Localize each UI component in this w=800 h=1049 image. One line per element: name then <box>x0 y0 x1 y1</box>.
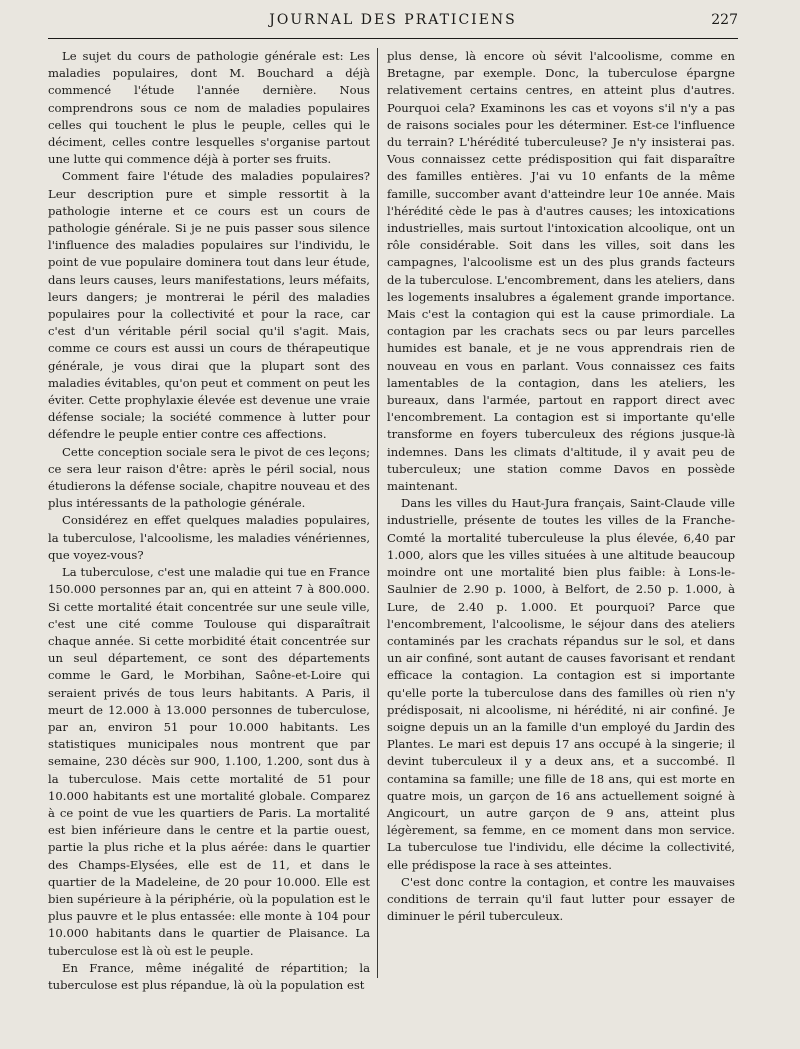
page-header <box>48 12 738 34</box>
paragraph: plus dense, là encore où sévit l'alcoolisme, comme en Bretagne, par exemple. Donc, la tuberculose épargne relativement certains centres, en atteint plus d'autres. Pourquoi cela? Examinons les cas et voyons s'il n'y a pas de raisons sociales pour les déterminer. Est-ce l'influence du terrain? L'hérédité tuberculeuse? Je n'y insisterai pas. Vous connaissez cette prédisposition qui fait disparaître des familles entières. J'ai vu 10 enfants de la même famille, succomber avant d'atteindre leur 10e année. Mais l'hérédité cède le pas à d'autres causes; les intoxications industrielles, mais surtout l'intoxication alcoolique, ont un rôle considérable. Soit dans les villes, soit dans les campagnes, l'alcoolisme est un des plus grands facteurs de la tuberculose. L'encombrement, dans les ateliers, dans les logements insalubres a également grande importance. Mais c'est la contagion qui est la cause primordiale. La contagion par les crachats secs ou par leurs parcelles humides est banale, et je ne vous apprendrais rien de nouveau en vous en parlant. Vous connaissez ces faits lamentables de la contagion, dans les ateliers, les bureaux, dans l'armée, partout en rapport direct avec l'encombrement. La contagion est si importante qu'elle transforme en foyers tuberculeux des régions jusque-là indemnes. Dans les climats d'altitude, il y avait peu de tuberculeux; une station comme Davos en possède maintenant. <box>387 49 735 494</box>
paragraph: Comment faire l'étude des maladies populaires? Leur description pure et simple ressortit à la pathologie interne et ce cours est un cours de pathologie générale. Si je ne puis passer sous silence l'influence des maladies populaires sur l'individu, le point de vue populaire dominera tout dans leur étude, dans leurs causes, leurs manifestations, leurs méfaits, leurs dangers; je montrerai le péril des maladies populaires pour la collectivité et pour la race, car c'est d'un véritable péril social qu'il s'agit. Mais, comme ce cours est aussi un cours de thérapeutique générale, je vous dirai que la plupart sont des maladies évitables, qu'on peut et comment on peut les éviter. Cette prophylaxie élevée est devenue une vraie défense sociale; la société commence à lutter pour défendre le peuple entier contre ces affections. <box>48 169 370 442</box>
page-number: 227 <box>711 12 738 28</box>
header-rule <box>48 38 738 39</box>
paragraph: La tuberculose, c'est une maladie qui tue en France 150.000 personnes par an, qui en atteint 7 à 800.000. Si cette mortalité était concentrée sur une seule ville, c'est une cité comme Toulouse qui disparaîtrait chaque année. Si cette morbidité était concentrée sur un seul département, ce sont des départements comme le Gard, le Morbihan, Saône-et-Loire qui seraient privés de tous leurs habitants. A Paris, il meurt de 12.000 à 13.000 personnes de tuberculose, par an, environ 51 pour 10.000 habitants. Les statistiques municipales nous montrent que par semaine, 230 décès sur 900, 1.100, 1.200, sont dus à la tuberculose. Mais cette mortalité de 51 pour 10.000 habitants est une mortalité globale. Comparez à ce point de vue les quartiers de Paris. La mortalité est bien inférieure dans le centre et la partie ouest, partie la plus riche et la plus aérée: dans le quartier des Champs-Elysées, elle est de 11, et dans le quartier de la Madeleine, de 20 pour 10.000. Elle est bien supérieure à la périphérie, où la population est le plus pauvre et le plus entassée: elle monte à 104 pour 10.000 habitants dans le quartier de Plaisance. La tuberculose est là où est le peuple. <box>48 565 370 958</box>
paragraph: Le sujet du cours de pathologie générale est: Les maladies populaires, dont M. Bouchard a déjà commencé l'étude l'année dernière. Nous comprendrons sous ce nom de maladies populaires celles qui touchent le plus le peuple, celles qui le déciment, celles contre lesquelles s'organise partout une lutte qui commence déjà à porter ses fruits. <box>48 49 370 167</box>
paragraph: En France, même inégalité de répartition; la tuberculose est plus répandue, là où la population est <box>48 960 370 992</box>
paragraph: C'est donc contre la contagion, et contre les mauvaises conditions de terrain qu'il faut lutter pour essayer de diminuer le péril tuberculeux. <box>387 874 735 924</box>
running-title: JOURNAL DES PRATICIENS <box>269 12 517 28</box>
right-column <box>387 48 735 925</box>
paragraph: Cette conception sociale sera le pivot de ces leçons; ce sera leur raison d'être: après le péril social, nous étudierons la défense sociale, chapitre nouveau et des plus intéressants de la pathologie générale. <box>48 444 370 511</box>
paragraph: Dans les villes du Haut-Jura français, Saint-Claude ville industrielle, présente de toutes les villes de la Franche-Comté la mortalité tuberculeuse la plus élevée, 6,40 par 1.000, alors que les villes situées à une altitude beaucoup moindre ont une mortalité bien plus faible: à Lons-le-Saulnier de 2.90 p. 1000, à Belfort, de 2.50 p. 1.000, à Lure, de 2.40 p. 1.000. Et pourquoi? Parce que l'encombrement, l'alcoolisme, le séjour dans des ateliers contaminés par les crachats répandus sur le sol, et dans un air confiné, sont autant de causes favorisant et rendant efficace la contagion. La contagion est si importante qu'elle porte la tuberculose dans des familles où rien n'y prédisposait, ni alcoolisme, ni hérédité, ni air confiné. Je soigne depuis un an la famille d'un employé du Jardin des Plantes. Le mari est depuis 17 ans occupé à la singerie; il devint tuberculeux il y a deux ans, et a succombé. Il contamina sa famille; une fille de 18 ans, qui est morte en quatre mois, un garçon de 16 ans actuellement soigné à Angicourt, un autre garçon de 9 ans, atteint plus légèrement, sa femme, en ce moment dans mon service. La tuberculose tue l'individu, elle décime la collectivité, elle prédispose la race à ses atteintes. <box>387 496 735 872</box>
column-divider <box>377 48 378 978</box>
paragraph: Considérez en effet quelques maladies populaires, la tuberculose, l'alcoolisme, les maladies vénériennes, que voyez-vous? <box>48 513 370 562</box>
left-column <box>48 48 370 994</box>
